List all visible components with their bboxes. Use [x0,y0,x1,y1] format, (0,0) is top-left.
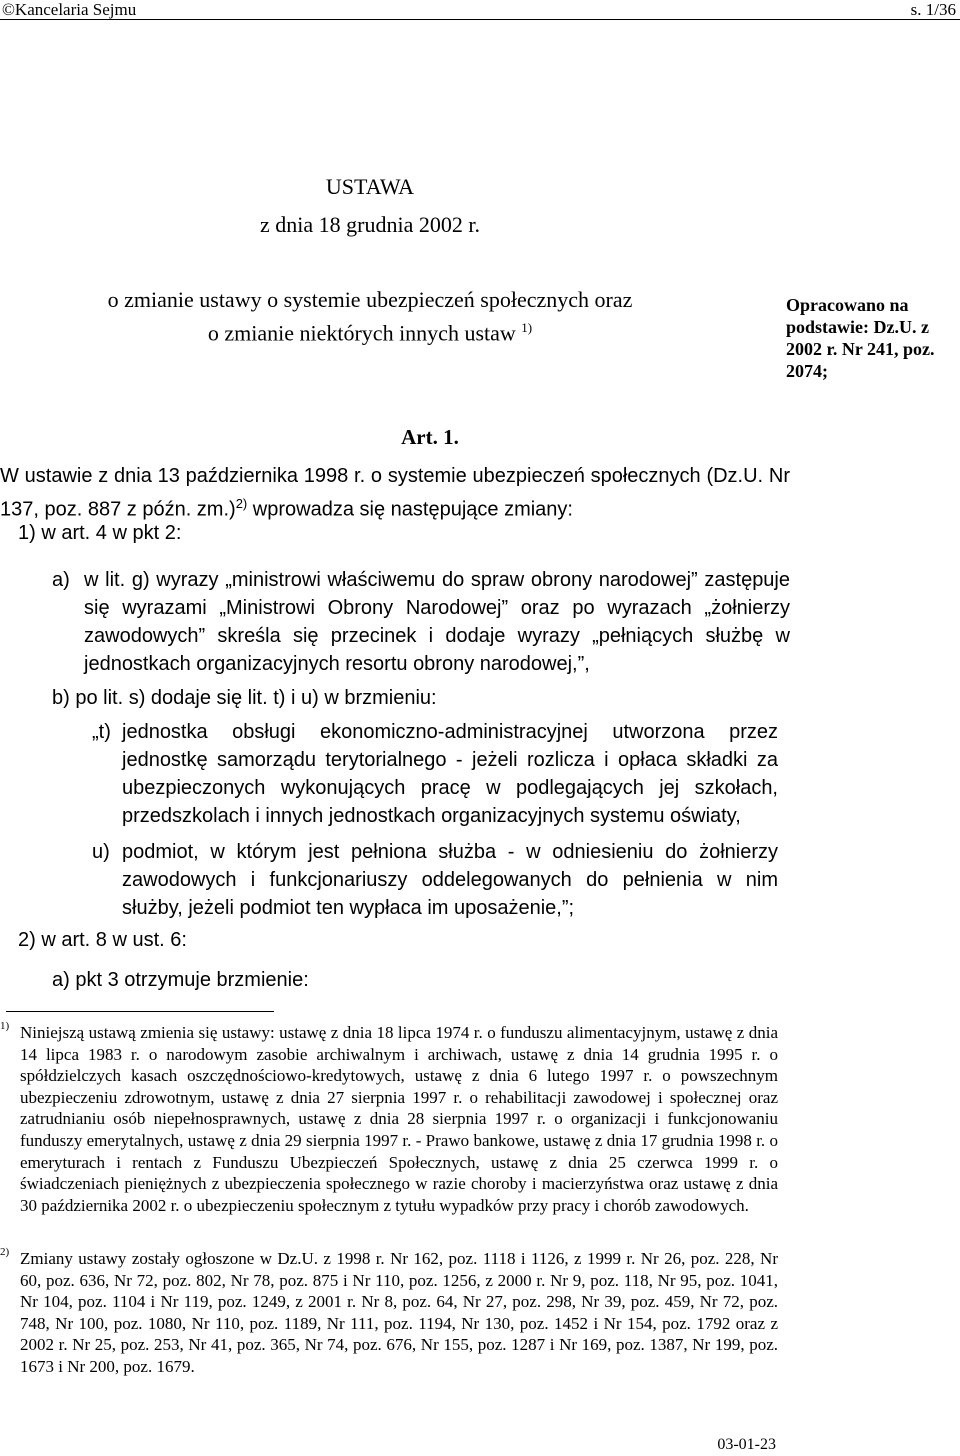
footnote-1-text: Niniejszą ustawą zmienia się ustawy: ustawę z dnia 18 lipca 1974 r. o funduszu alimentacyjnym, ustawę z dnia 14 lipca 1983 r. o narodowym zasobie archiwalnym i archiwach, ustawę z dnia 14 grudnia 1995 r. o spółdzielczych kasach oszczędnościowo-kredytowych, ustawę z dnia 6 lutego 1997 r. o powszechnym ubezpieczeniu zdrowotnym, ustawę z dnia 27 sierpnia 1997 r. o rehabilitacji zawodowej i społecznej oraz zatrudnianiu osób niepełnosprawnych, ustawę z dnia 28 sierpnia 1997 r. o organizacji i funkcjonowaniu funduszy emerytalnych, ustawę z dnia 29 sierpnia 1997 r. - Prawo bankowe, ustawę z dnia 17 grudnia 1998 r. o emeryturach i rentach z Funduszu Ubezpieczeń Społecznych, ustawę z dnia 25 czerwca 1999 r. o świadczeniach pieniężnych z ubezpieczenia społecznego w razie choroby i macierzyństwa oraz ustawę z dnia 30 października 2002 r. o ubezpieczeniu społecznym z tytułu wypadków przy pracy i chorób zawodowych. [20,1023,778,1215]
doc-date: z dnia 18 grudnia 2002 r. [260,212,480,237]
amendment-item-2a: a) pkt 3 otrzymuje brzmienie: [52,969,309,991]
doc-title: USTAWA [325,174,415,199]
article-heading: Art. 1. [401,425,459,449]
footnote-2-text: Zmiany ustawy zostały ogłoszone w Dz.U. z 1998 r. Nr 162, poz. 1118 i 1126, z 1999 r. Nr 26, poz. 228, Nr 60, poz. 636, Nr 72, poz. 802, Nr 78, poz. 875 i Nr 110, poz. 1256, z 2000 r. Nr 9, poz. 118, Nr 95, poz. 1041, Nr 104, poz. 1104 i Nr 119, poz. 1249, z 2001 r. Nr 8, poz. 64, Nr 27, poz. 298, Nr 39, poz. 459, Nr 72, poz. 748, Nr 100, poz. 1080, Nr 110, poz. 1189, Nr 111, poz. 1194, Nr 130, poz. 1452 i Nr 154, poz. 1792 oraz z 2002 r. Nr 25, poz. 253, Nr 41, poz. 365, Nr 74, poz. 676, Nr 155, poz. 1287 i Nr 169, poz. 1387, Nr 199, poz. 1673 i Nr 200, poz. 1679. [20,1249,778,1376]
quote-t-label: „t) [92,721,111,743]
article-intro-text: W ustawie z dnia 13 października 1998 r. o systemie ubezpieczeń społecznych (Dz.U. Nr 137, poz. 887 z późn. zm.) [0,465,790,521]
header-page-number: s. 1/36 [910,0,956,19]
footnote-ref-2: 2) [235,496,248,511]
amendment-item-1b: b) po lit. s) dodaje się lit. t) i u) w brzmieniu: [52,687,437,709]
doc-subject-line2 [0,313,740,348]
doc-subject-line2-text: o zmianie niektórych innych ustaw [207,320,516,346]
amendment-item-2: 2) w art. 8 w ust. 6: [18,929,187,951]
quote-u-label: u) [92,841,110,863]
footnote-2 [0,1248,778,1378]
header-divider [0,19,960,20]
quote-item-u [92,838,778,922]
source-note: Opracowano na podstawie: Dz.U. z 2002 r. Nr 241, poz. 2074; [786,295,935,381]
footnote-2-mark: 2) [0,1246,10,1258]
footnote-1-mark: 1) [0,1020,10,1032]
footnote-1 [0,1022,778,1216]
header-copyright: ©Kancelaria Sejmu [2,0,137,19]
article-intro [0,462,790,524]
footer-date: 03-01-23 [717,1436,776,1453]
item-1a-label: a) [52,569,70,591]
doc-subject-line1: o zmianie ustawy o systemie ubezpieczeń społecznych oraz [107,287,633,312]
item-1a-text: w lit. g) wyrazy „ministrowi właściwemu do spraw obrony narodowej” zastępuje się wyrazami „Ministrowi Obrony Narodowej” oraz po wyrazach „żołnierzy zawodowych” skreśla się przecinek i dodaje wyrazy „pełniących służbę w jednostkach organizacyjnych resortu obrony narodowej,”, [84,569,790,675]
quote-u-text: podmiot, w którym jest pełniona służba - w odniesieniu do żołnierzy zawodowych i funkcjonariuszy oddelegowanych do pełnienia w nim służby, jeżeli podmiot ten wypłaca im uposażenie,”; [122,841,778,919]
footnote-divider [6,1011,274,1012]
quote-item-t [92,718,778,830]
footnote-ref-1: 1) [521,320,533,335]
amendment-item-1: 1) w art. 4 w pkt 2: [18,522,182,544]
quote-t-text: jednostka obsługi ekonomiczno-administracyjnej utworzona przez jednostkę samorządu terytorialnego - jeżeli rozlicza i opłaca składki za ubezpieczonych wykonujących pracę w podlegających jej szkołach, przedszkolach i innych jednostkach organizacyjnych systemu oświaty, [122,721,778,827]
article-intro-tail: wprowadza się następujące zmiany: [247,498,573,521]
amendment-item-1a [52,566,790,678]
